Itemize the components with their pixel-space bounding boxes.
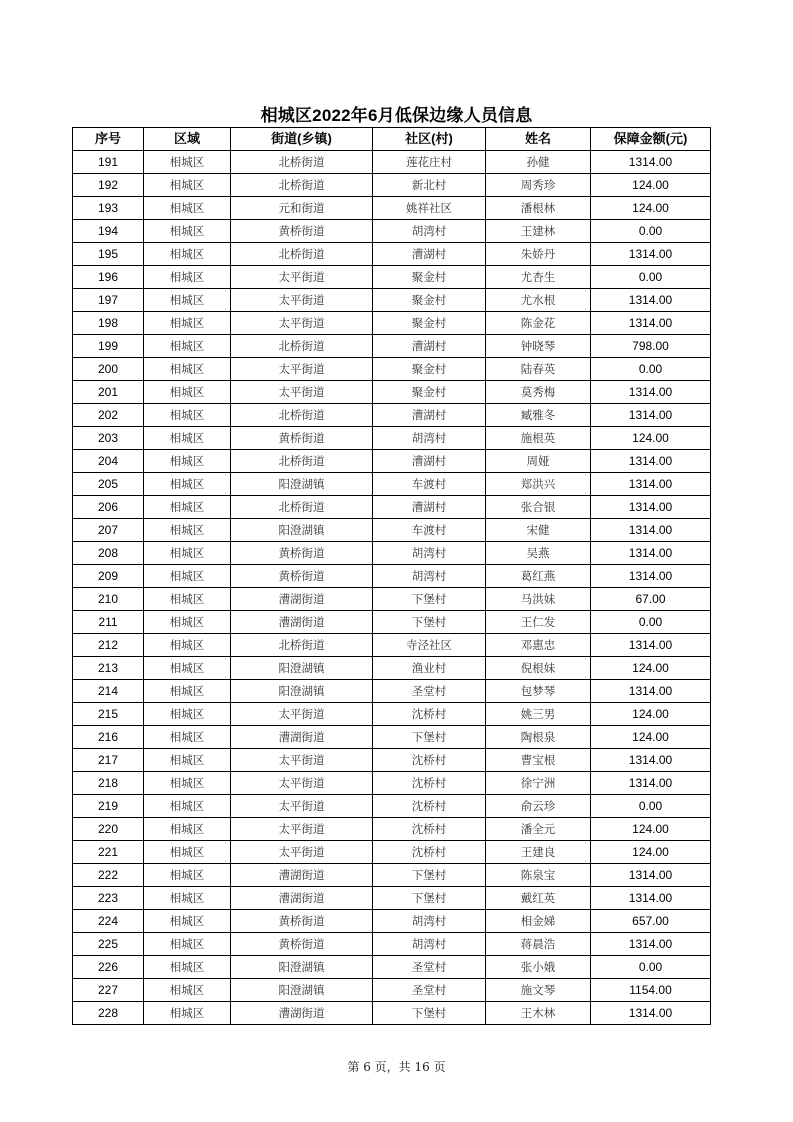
cell-street: 黄桥街道 [231,933,373,956]
cell-community: 下堡村 [373,864,486,887]
cell-serial-no: 215 [73,703,144,726]
cell-district: 相城区 [144,864,231,887]
cell-community: 渔业村 [373,657,486,680]
table-row [73,220,711,243]
cell-community: 沈桥村 [373,795,486,818]
cell-community: 车渡村 [373,473,486,496]
cell-serial-no: 194 [73,220,144,243]
cell-serial-no: 193 [73,197,144,220]
header-community: 社区(村) [373,128,486,151]
cell-name: 陈泉宝 [486,864,591,887]
cell-serial-no: 195 [73,243,144,266]
table-row [73,381,711,404]
cell-street: 黄桥街道 [231,565,373,588]
cell-community: 沈桥村 [373,818,486,841]
cell-serial-no: 227 [73,979,144,1002]
cell-street: 漕湖街道 [231,1002,373,1025]
cell-amount: 1314.00 [591,473,711,496]
cell-name: 包梦琴 [486,680,591,703]
cell-street: 北桥街道 [231,243,373,266]
cell-amount: 0.00 [591,358,711,381]
table-row [73,933,711,956]
cell-street: 北桥街道 [231,335,373,358]
cell-community: 胡湾村 [373,427,486,450]
header-street: 街道(乡镇) [231,128,373,151]
cell-district: 相城区 [144,1002,231,1025]
cell-community: 下堡村 [373,726,486,749]
cell-name: 马洪妹 [486,588,591,611]
table-row [73,749,711,772]
cell-amount: 1314.00 [591,450,711,473]
document-title: 相城区2022年6月低保边缘人员信息 [260,106,533,125]
cell-community: 漕湖村 [373,496,486,519]
cell-serial-no: 199 [73,335,144,358]
cell-street: 漕湖街道 [231,726,373,749]
cell-amount: 1314.00 [591,864,711,887]
cell-street: 漕湖街道 [231,611,373,634]
cell-street: 阳澄湖镇 [231,519,373,542]
cell-street: 漕湖街道 [231,887,373,910]
cell-street: 太平街道 [231,795,373,818]
cell-serial-no: 222 [73,864,144,887]
cell-community: 漕湖村 [373,243,486,266]
cell-street: 太平街道 [231,266,373,289]
cell-name: 相金娣 [486,910,591,933]
cell-serial-no: 228 [73,1002,144,1025]
cell-serial-no: 209 [73,565,144,588]
cell-serial-no: 211 [73,611,144,634]
cell-street: 阳澄湖镇 [231,680,373,703]
table-row [73,703,711,726]
cell-street: 太平街道 [231,841,373,864]
cell-street: 黄桥街道 [231,542,373,565]
cell-name: 潘根林 [486,197,591,220]
cell-district: 相城区 [144,979,231,1002]
cell-name: 周秀珍 [486,174,591,197]
cell-community: 胡湾村 [373,220,486,243]
header-serial-no: 序号 [73,128,144,151]
cell-community: 聚金村 [373,266,486,289]
table-row [73,680,711,703]
table-row [73,519,711,542]
cell-district: 相城区 [144,335,231,358]
header-row [73,128,711,151]
cell-community: 聚金村 [373,358,486,381]
cell-community: 沈桥村 [373,772,486,795]
cell-name: 莫秀梅 [486,381,591,404]
table-row [73,197,711,220]
cell-name: 邓惠忠 [486,634,591,657]
cell-name: 臧雅冬 [486,404,591,427]
cell-amount: 1154.00 [591,979,711,1002]
cell-amount: 1314.00 [591,680,711,703]
cell-district: 相城区 [144,404,231,427]
cell-amount: 0.00 [591,795,711,818]
cell-serial-no: 201 [73,381,144,404]
cell-district: 相城区 [144,933,231,956]
cell-serial-no: 191 [73,151,144,174]
cell-district: 相城区 [144,611,231,634]
benefits-table [72,127,711,1025]
cell-community: 漕湖村 [373,450,486,473]
cell-amount: 1314.00 [591,312,711,335]
cell-street: 漕湖街道 [231,588,373,611]
cell-street: 北桥街道 [231,151,373,174]
cell-name: 蒋晨浩 [486,933,591,956]
table-row [73,956,711,979]
cell-district: 相城区 [144,749,231,772]
cell-district: 相城区 [144,220,231,243]
cell-serial-no: 218 [73,772,144,795]
cell-amount: 1314.00 [591,634,711,657]
cell-community: 圣堂村 [373,680,486,703]
cell-name: 王建良 [486,841,591,864]
table-row [73,565,711,588]
cell-street: 黄桥街道 [231,910,373,933]
cell-name: 尤杏生 [486,266,591,289]
cell-amount: 1314.00 [591,749,711,772]
cell-district: 相城区 [144,381,231,404]
cell-amount: 1314.00 [591,496,711,519]
cell-district: 相城区 [144,795,231,818]
cell-serial-no: 192 [73,174,144,197]
cell-name: 王建林 [486,220,591,243]
table-row [73,795,711,818]
table-row [73,657,711,680]
table-row [73,266,711,289]
cell-name: 吴燕 [486,542,591,565]
cell-community: 沈桥村 [373,749,486,772]
cell-amount: 1314.00 [591,404,711,427]
table-row [73,243,711,266]
cell-district: 相城区 [144,473,231,496]
cell-street: 元和街道 [231,197,373,220]
cell-serial-no: 221 [73,841,144,864]
cell-street: 黄桥街道 [231,427,373,450]
table-row [73,910,711,933]
cell-district: 相城区 [144,496,231,519]
cell-amount: 0.00 [591,220,711,243]
cell-district: 相城区 [144,841,231,864]
cell-serial-no: 213 [73,657,144,680]
cell-serial-no: 206 [73,496,144,519]
cell-amount: 0.00 [591,266,711,289]
table-row [73,473,711,496]
cell-community: 下堡村 [373,588,486,611]
cell-amount: 657.00 [591,910,711,933]
cell-serial-no: 205 [73,473,144,496]
cell-community: 胡湾村 [373,565,486,588]
cell-district: 相城区 [144,657,231,680]
table-row [73,174,711,197]
cell-community: 沈桥村 [373,841,486,864]
table-row [73,450,711,473]
cell-community: 聚金村 [373,312,486,335]
table-row [73,634,711,657]
cell-amount: 124.00 [591,818,711,841]
cell-district: 相城区 [144,703,231,726]
cell-community: 寺泾社区 [373,634,486,657]
header-amount: 保障金额(元) [591,128,711,151]
cell-serial-no: 220 [73,818,144,841]
cell-name: 俞云珍 [486,795,591,818]
cell-amount: 124.00 [591,726,711,749]
cell-amount: 1314.00 [591,289,711,312]
cell-name: 曹宝根 [486,749,591,772]
cell-name: 葛红燕 [486,565,591,588]
cell-amount: 1314.00 [591,772,711,795]
cell-amount: 0.00 [591,611,711,634]
cell-amount: 1314.00 [591,243,711,266]
cell-amount: 124.00 [591,427,711,450]
cell-community: 莲花庄村 [373,151,486,174]
table-row [73,887,711,910]
cell-amount: 124.00 [591,197,711,220]
cell-serial-no: 212 [73,634,144,657]
cell-street: 阳澄湖镇 [231,956,373,979]
cell-serial-no: 210 [73,588,144,611]
cell-street: 太平街道 [231,749,373,772]
cell-street: 北桥街道 [231,634,373,657]
cell-serial-no: 207 [73,519,144,542]
cell-district: 相城区 [144,358,231,381]
cell-name: 徐宁洲 [486,772,591,795]
cell-amount: 1314.00 [591,1002,711,1025]
cell-street: 漕湖街道 [231,864,373,887]
cell-street: 太平街道 [231,312,373,335]
cell-street: 阳澄湖镇 [231,979,373,1002]
cell-community: 圣堂村 [373,956,486,979]
cell-community: 聚金村 [373,381,486,404]
cell-district: 相城区 [144,427,231,450]
cell-amount: 1314.00 [591,381,711,404]
cell-district: 相城区 [144,174,231,197]
cell-amount: 0.00 [591,956,711,979]
cell-street: 太平街道 [231,818,373,841]
cell-name: 王木林 [486,1002,591,1025]
cell-amount: 1314.00 [591,565,711,588]
cell-name: 周娅 [486,450,591,473]
header-name: 姓名 [486,128,591,151]
cell-name: 朱娇丹 [486,243,591,266]
table-body [73,151,711,1025]
cell-name: 张小娥 [486,956,591,979]
table-row [73,427,711,450]
table-row [73,335,711,358]
cell-amount: 124.00 [591,657,711,680]
cell-street: 阳澄湖镇 [231,473,373,496]
cell-district: 相城区 [144,680,231,703]
cell-district: 相城区 [144,565,231,588]
cell-name: 施文琴 [486,979,591,1002]
cell-name: 戴红英 [486,887,591,910]
table-row [73,1002,711,1025]
cell-community: 下堡村 [373,1002,486,1025]
cell-name: 张合银 [486,496,591,519]
cell-street: 阳澄湖镇 [231,657,373,680]
cell-district: 相城区 [144,450,231,473]
cell-district: 相城区 [144,588,231,611]
table-row [73,542,711,565]
cell-amount: 1314.00 [591,542,711,565]
cell-community: 胡湾村 [373,933,486,956]
cell-name: 潘全元 [486,818,591,841]
cell-district: 相城区 [144,910,231,933]
cell-serial-no: 216 [73,726,144,749]
cell-name: 钟晓琴 [486,335,591,358]
page-footer: 第 6 页，共 16 页 [347,1060,446,1074]
table-row [73,772,711,795]
cell-serial-no: 214 [73,680,144,703]
cell-serial-no: 203 [73,427,144,450]
cell-community: 沈桥村 [373,703,486,726]
cell-district: 相城区 [144,197,231,220]
cell-street: 太平街道 [231,289,373,312]
cell-amount: 1314.00 [591,933,711,956]
cell-serial-no: 226 [73,956,144,979]
cell-district: 相城区 [144,312,231,335]
cell-street: 太平街道 [231,703,373,726]
cell-name: 陶根泉 [486,726,591,749]
cell-name: 施根英 [486,427,591,450]
header-district: 区域 [144,128,231,151]
cell-district: 相城区 [144,887,231,910]
cell-serial-no: 196 [73,266,144,289]
cell-district: 相城区 [144,289,231,312]
cell-amount: 67.00 [591,588,711,611]
table-row [73,864,711,887]
cell-district: 相城区 [144,243,231,266]
cell-community: 圣堂村 [373,979,486,1002]
cell-serial-no: 204 [73,450,144,473]
cell-street: 太平街道 [231,381,373,404]
cell-serial-no: 202 [73,404,144,427]
cell-serial-no: 198 [73,312,144,335]
cell-amount: 1314.00 [591,887,711,910]
cell-street: 黄桥街道 [231,220,373,243]
cell-district: 相城区 [144,266,231,289]
table-row [73,841,711,864]
cell-community: 车渡村 [373,519,486,542]
cell-street: 北桥街道 [231,450,373,473]
cell-district: 相城区 [144,818,231,841]
cell-street: 北桥街道 [231,496,373,519]
cell-serial-no: 208 [73,542,144,565]
cell-district: 相城区 [144,542,231,565]
cell-street: 太平街道 [231,772,373,795]
table-row [73,289,711,312]
table-header [73,128,711,151]
cell-name: 王仁发 [486,611,591,634]
table-row [73,979,711,1002]
cell-name: 姚三男 [486,703,591,726]
cell-name: 陆春英 [486,358,591,381]
table-row [73,151,711,174]
cell-community: 聚金村 [373,289,486,312]
cell-amount: 1314.00 [591,519,711,542]
cell-serial-no: 197 [73,289,144,312]
cell-community: 下堡村 [373,611,486,634]
cell-serial-no: 225 [73,933,144,956]
cell-serial-no: 224 [73,910,144,933]
cell-district: 相城区 [144,956,231,979]
cell-name: 郑洪兴 [486,473,591,496]
cell-name: 孙健 [486,151,591,174]
cell-district: 相城区 [144,151,231,174]
cell-name: 尤水根 [486,289,591,312]
table-row [73,312,711,335]
cell-amount: 798.00 [591,335,711,358]
table-row [73,818,711,841]
cell-name: 宋健 [486,519,591,542]
table-row [73,358,711,381]
cell-amount: 1314.00 [591,151,711,174]
table-row [73,726,711,749]
cell-district: 相城区 [144,726,231,749]
cell-amount: 124.00 [591,703,711,726]
table-row [73,496,711,519]
cell-amount: 124.00 [591,841,711,864]
cell-serial-no: 217 [73,749,144,772]
cell-street: 北桥街道 [231,174,373,197]
cell-district: 相城区 [144,519,231,542]
table-row [73,611,711,634]
cell-district: 相城区 [144,634,231,657]
cell-community: 胡湾村 [373,542,486,565]
cell-serial-no: 219 [73,795,144,818]
cell-community: 姚祥社区 [373,197,486,220]
cell-street: 太平街道 [231,358,373,381]
cell-community: 胡湾村 [373,910,486,933]
table-row [73,404,711,427]
cell-name: 倪根妹 [486,657,591,680]
cell-community: 新北村 [373,174,486,197]
table-row [73,588,711,611]
cell-community: 漕湖村 [373,335,486,358]
cell-serial-no: 200 [73,358,144,381]
cell-amount: 124.00 [591,174,711,197]
cell-serial-no: 223 [73,887,144,910]
cell-street: 北桥街道 [231,404,373,427]
cell-community: 漕湖村 [373,404,486,427]
cell-community: 下堡村 [373,887,486,910]
cell-name: 陈金花 [486,312,591,335]
cell-district: 相城区 [144,772,231,795]
